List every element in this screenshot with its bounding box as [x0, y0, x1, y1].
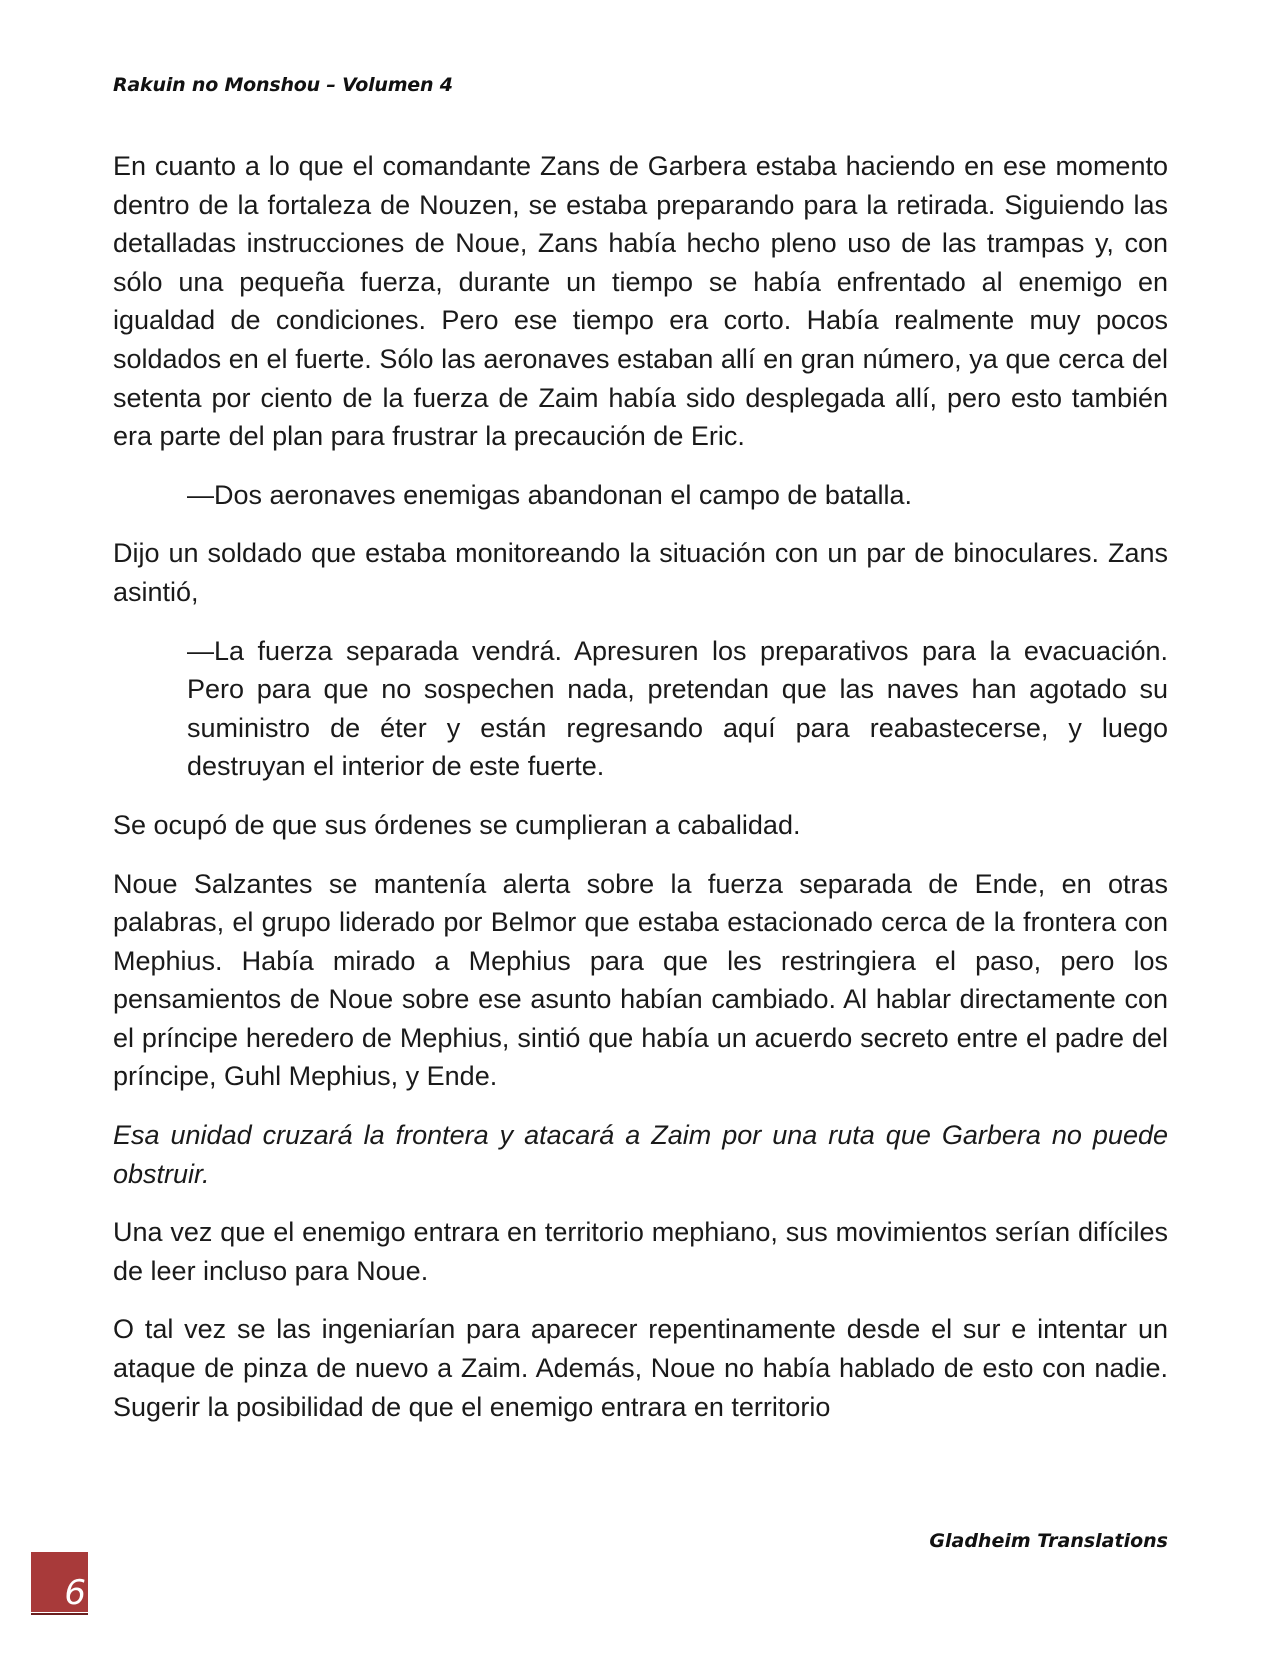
paragraph-pincer-attack: O tal vez se las ingeniarían para aparecer repentinamente desde el sur e intentar un ataque de pinza de nuevo a Zaim. Además, Noue no había hablado de esto con nadie. Sugerir la posibilidad de que el enemigo entrara en territorio: [113, 1314, 1168, 1422]
paragraph-orders-fulfilled: Se ocupó de que sus órdenes se cumplieran a cabalidad.: [113, 809, 801, 840]
dialogue-zans-orders: —La fuerza separada vendrá. Apresuren los preparativos para la evacuación. Pero para que no sospechen nada, pretendan que las naves han agotado su suministro de éter y están regresando aquí para reabastecerse, y luego destruyan el interior de este fuerte.: [187, 635, 1168, 782]
footer-credit: Gladheim Translations: [929, 1530, 1168, 1552]
paragraph-noue-thought: Esa unidad cruzará la frontera y atacará a Zaim por una ruta que Garbera no puede obstruir.: [113, 1120, 1168, 1189]
dialogue-soldier-report: —Dos aeronaves enemigas abandonan el campo de batalla.: [187, 479, 912, 510]
paragraph-noue-alert: Noue Salzantes se mantenía alerta sobre la fuerza separada de Ende, en otras palabras, el grupo liderado por Belmor que estaba estacionado cerca de la frontera con Mephius. Había mirado a Mephius para que les restringiera el paso, pero los pensamientos de Noue sobre ese asunto habían cambiado. Al hablar directamente con el príncipe heredero de Mephius, sintió que había un acuerdo secreto entre el padre del príncipe, Guhl Mephius, y Ende.: [113, 868, 1168, 1092]
page-number-box: [31, 1552, 88, 1612]
running-header: Rakuin no Monshou – Volumen 4: [113, 74, 453, 96]
page-number: 6: [64, 1573, 86, 1613]
paragraph-enemy-territory: Una vez que el enemigo entrara en territorio mephiano, sus movimientos serían difíciles de leer incluso para Noue.: [113, 1217, 1168, 1286]
body-text: [113, 147, 1168, 1446]
paragraph-zans-retreat: En cuanto a lo que el comandante Zans de Garbera estaba haciendo en ese momento dentro de la fortaleza de Nouzen, se estaba preparando para la retirada. Siguiendo las detalladas instrucciones de Noue, Zans había hecho pleno uso de las trampas y, con sólo una pequeña fuerza, durante un tiempo se había enfrentado al enemigo en igualdad de condiciones. Pero ese tiempo era corto. Había realmente muy pocos soldados en el fuerte. Sólo las aeronaves estaban allí en gran número, ya que cerca del setenta por ciento de la fuerza de Zaim había sido desplegada allí, pero esto también era parte del plan para frustrar la precaución de Eric.: [113, 151, 1168, 452]
paragraph-soldier-binoculars: Dijo un soldado que estaba monitoreando la situación con un par de binoculares. Zans asintió,: [113, 538, 1168, 607]
page-number-underline: [31, 1613, 88, 1615]
